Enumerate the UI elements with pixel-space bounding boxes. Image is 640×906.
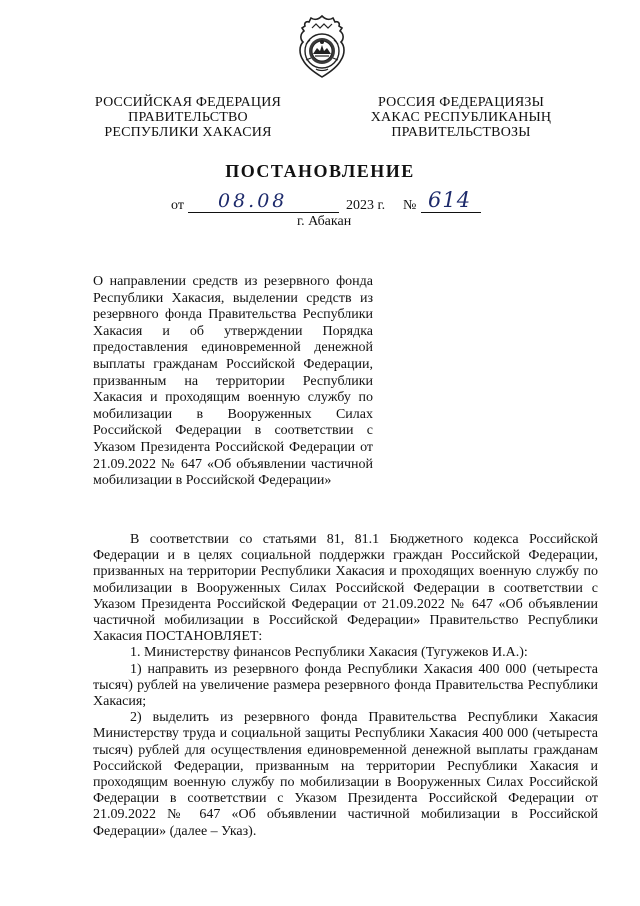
document-title: ПОСТАНОВЛЕНИЕ [225,161,415,181]
header-right-line: ХАКАС РЕСПУБЛИКАНЫҢ [370,110,552,125]
coat-of-arms-emblem [294,14,350,80]
year-text: 2023 г. [346,198,386,213]
handwritten-date: 08.08 [218,190,288,212]
date-prefix: от [171,198,184,213]
coat-of-arms-icon [294,14,350,80]
header-left-line: РОССИЙСКАЯ ФЕДЕРАЦИЯ [94,95,282,110]
header-left-line: ПРАВИТЕЛЬСТВО [128,110,248,125]
header-right-line: ПРАВИТЕЛЬСТВОЗЫ [391,125,531,140]
body-paragraph: 2) выделить из резервного фонда Правительства Республики Хакасия Министерству труда и социальной защиты Республики Хакасия 400 000 (четыреста тысяч) рублей для осуществления единовременной денежной выплаты гражданам Российской Федерации, призванным на территории Республики Хакасия и проходящим военную службу по мобилизации в Вооруженных Силах Российской Федерации в соответствии с Указом Президента Российской Федерации от 21.09.2022 № 647 «Об объявлении частичной мобилизации в Российской Федерации» (далее – Указ). [93,710,598,839]
body-paragraph: 1. Министерству финансов Республики Хакасия (Тугужеков И.А.): [130,645,528,661]
number-prefix: № [403,198,417,213]
body-paragraph: 1) направить из резервного фонда Республики Хакасия 400 000 (четыреста тысяч) рублей на увеличение размера резервного фонда Правительства Республики Хакасия; [93,661,598,710]
header-left [78,95,298,140]
number-underline [421,212,481,213]
document-body [93,532,598,840]
body-paragraph: В соответствии со статьями 81, 81.1 Бюджетного кодекса Российской Федерации и в целях социальной поддержки граждан Российской Федерации, призванных на территории Республики Хакасия и проходящих военную службу по мобилизации в Вооруженных Силах Российской Федерации в соответствии с Указом Президента Российской Федерации от 21.09.2022 № 647 «Об объявлении частичной мобилизации в Российской Федерации» Правительство Республики Хакасия ПОСТАНОВЛЯЕТ: [93,532,598,645]
header-right [356,95,566,140]
header-right-line: РОССИЯ ФЕДЕРАЦИЯЗЫ [377,95,545,110]
handwritten-number: 614 [428,188,472,212]
city-label: г. Абакан [297,214,352,229]
header-left-line: РЕСПУБЛИКИ ХАКАСИЯ [104,125,272,140]
date-underline [188,212,339,213]
document-subject: О направлении средств из резервного фонда Республики Хакасия, выделении средств из резервного фонда Правительства Республики Хакасия и об утверждении Порядка предоставления единовременной денежной выплаты гражданам Российской Федерации, призванным на территории Республики Хакасия и проходящим военную службу по мобилизации в Вооруженных Силах Российской Федерации в соответствии с Указом Президента Российской Федерации от 21.09.2022 № 647 «Об объявлении частичной мобилизации в Российской Федерации» [93,274,373,489]
